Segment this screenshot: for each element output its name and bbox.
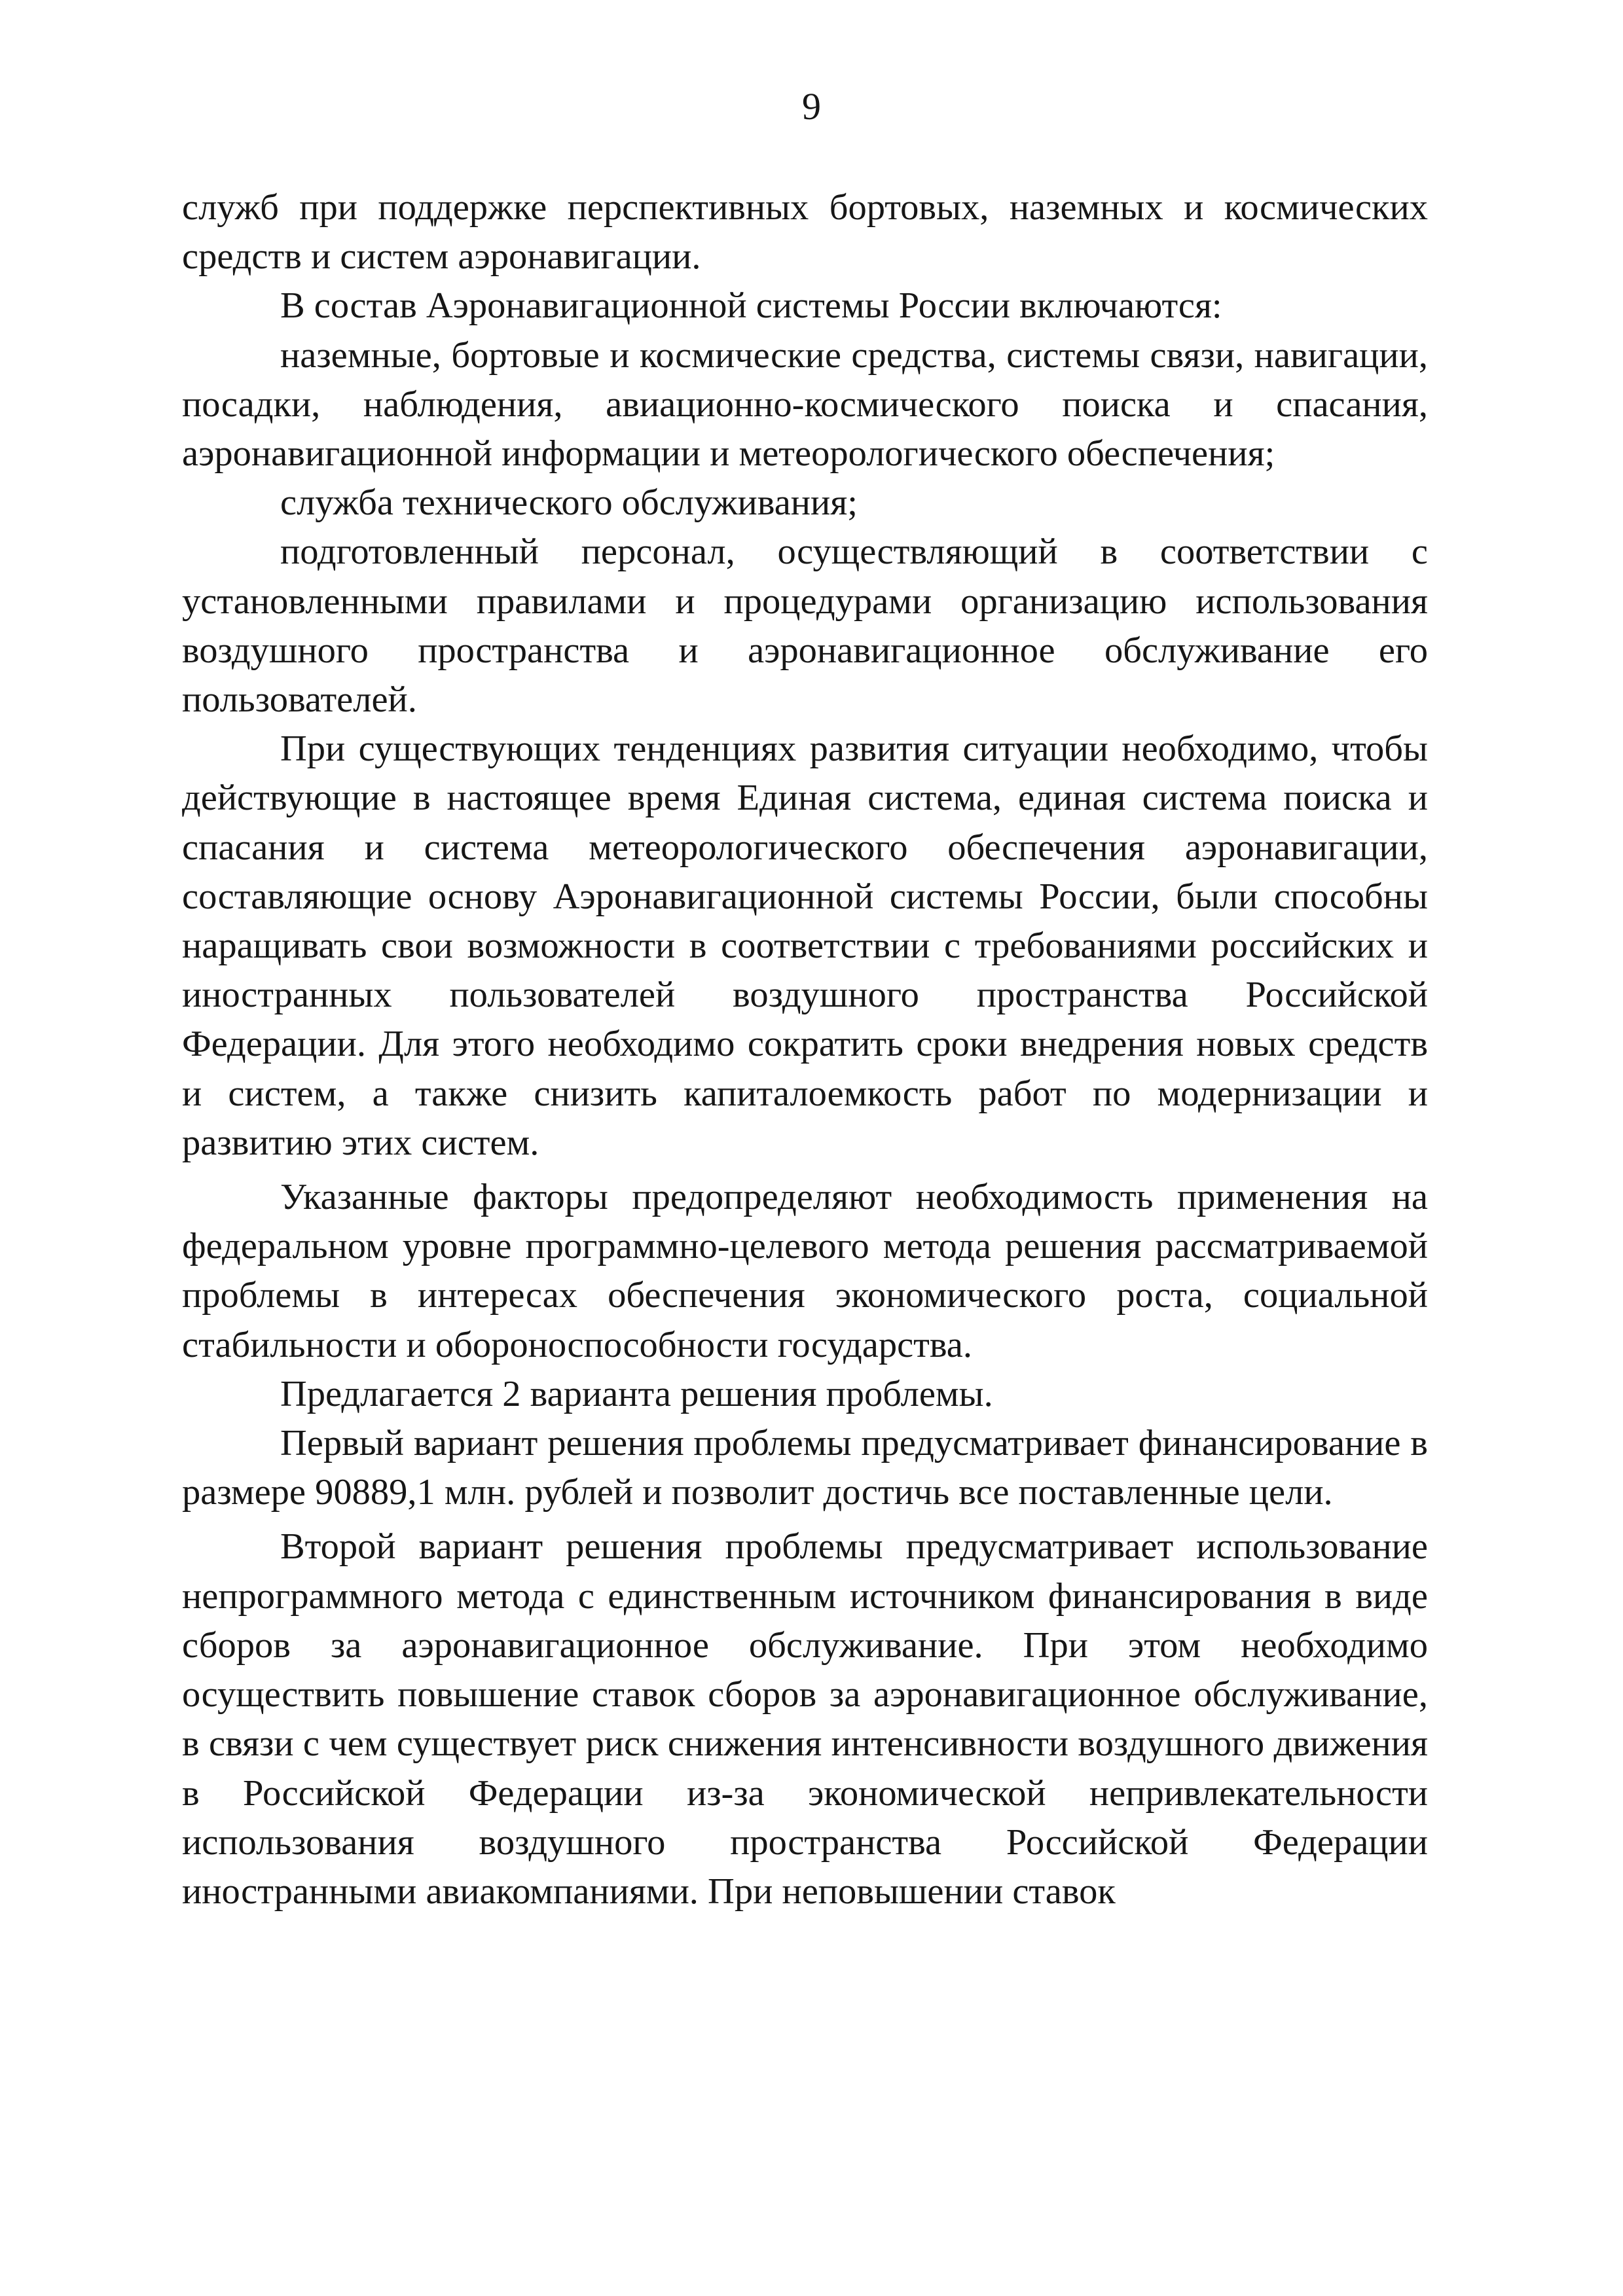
paragraph-option-two: Второй вариант решения проблемы предусматривает использование непрограммного метода с единственным источником финансирования в виде сборов за аэронавигационное обслуживание. При этом необходимо осуществить повышение ставок сборов за аэронавигационное обслуживание, в связи с чем существует риск снижения интенсивности воздушного движения в Российской Федерации из-за экономической непривлекательности использования воздушного пространства Российской Федерации иностранными авиакомпаниями. При неповышении ставок [182, 1526, 1428, 1912]
paragraph-continuation: служб при поддержке перспективных бортовых, наземных и космических средств и систем аэронавигации. [182, 187, 1428, 278]
paragraph-factors: Указанные факторы предопределяют необходимость применения на федеральном уровне программно-целевого метода решения рассматриваемой проблемы в интересах обеспечения экономического роста, социальной стабильности и обороноспособности государства. [182, 1177, 1428, 1365]
paragraph-options-intro: Предлагается 2 варианта решения проблемы. [280, 1373, 993, 1414]
paragraph-composition-intro: В состав Аэронавигационной системы России включаются: [280, 285, 1222, 327]
list-item-equipment: наземные, бортовые и космические средства, системы связи, навигации, посадки, наблюдения, авиационно-космического поиска и спасания, аэронавигационной информации и метеорологического обеспечения; [182, 334, 1428, 475]
document-body [182, 183, 1428, 1916]
paragraph-option-one: Первый вариант решения проблемы предусматривает финансирование в размере 90889,1 млн. рублей и позволит достичь все поставленные цели. [182, 1423, 1428, 1513]
list-item-personnel: подготовленный персонал, осуществляющий в соответствии с установленными правилами и процедурами организацию использования воздушного пространства и аэронавигационное обслуживание его пользователей. [182, 531, 1428, 721]
paragraph-trends: При существующих тенденциях развития ситуации необходимо, чтобы действующие в настоящее время Единая система, единая система поиска и спасания и система метеорологического обеспечения аэронавигации, составляющие основу Аэронавигационной системы России, были способны наращивать свои возможности в соответствии с требованиями российских и иностранных пользователей воздушного пространства Российской Федерации. Для этого необходимо сократить сроки внедрения новых средств и систем, а также снизить капиталоемкость работ по модернизации и развитию этих систем. [182, 728, 1428, 1163]
page-number: 9 [802, 85, 821, 128]
list-item-maintenance: служба технического обслуживания; [280, 482, 858, 524]
